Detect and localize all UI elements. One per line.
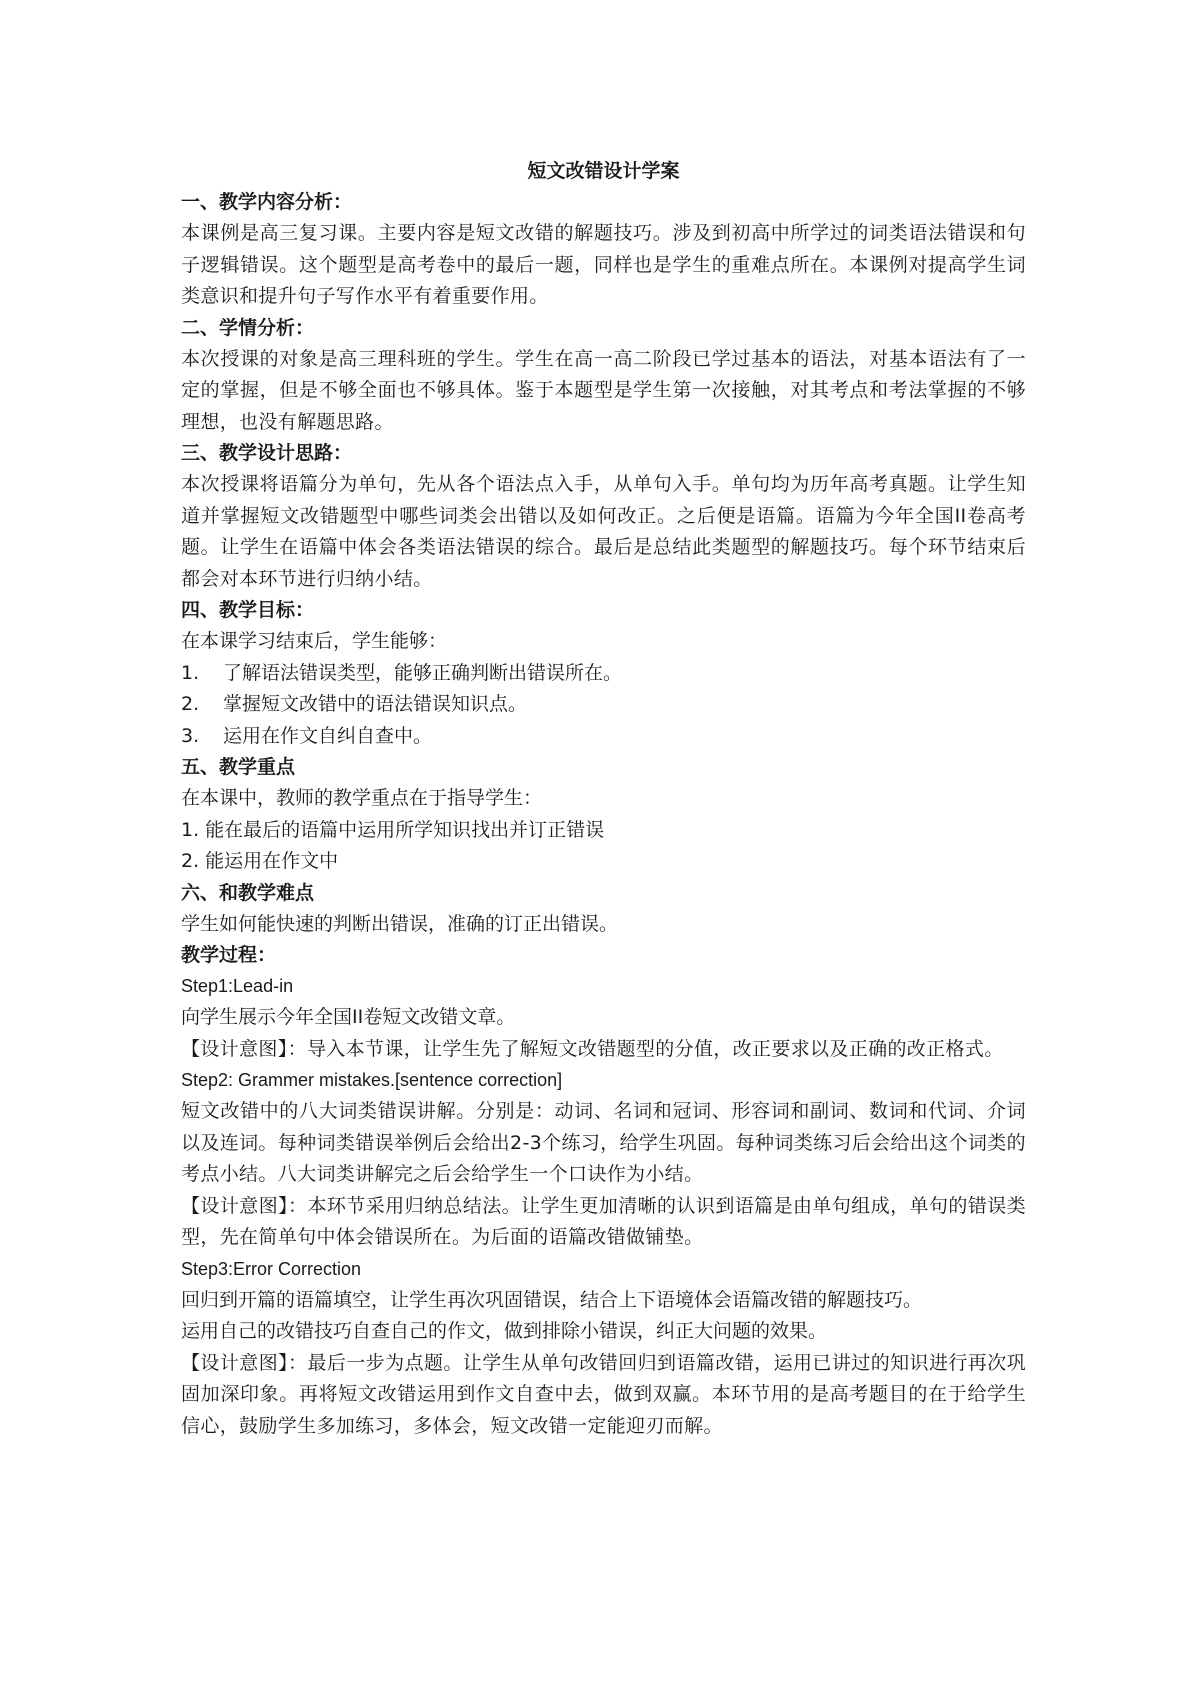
section-body-content-analysis: 本课例是高三复习课。主要内容是短文改错的解题技巧。涉及到初高中所学过的词类语法错误和句子逻辑错误。这个题型是高考卷中的最后一题，同样也是学生的重难点所在。本课例对提高学生词类意识和提升句子写作水平有着重要作用。 [181,222,1026,307]
document-title: 短文改错设计学案 [527,160,680,182]
step-content: 向学生展示今年全国II卷短文改错文章。 [181,1006,516,1028]
step-content: 回归到开篇的语篇填空，让学生再次巩固错误，结合上下语境体会语篇改错的解题技巧。 [181,1288,923,1311]
step-label: Step1:Lead-in [181,976,294,996]
key-point-item: 2. 能运用在作文中 [181,850,339,872]
teaching-goals-intro: 在本课学习结束后，学生能够： [181,630,448,652]
key-points-intro: 在本课中，教师的教学重点在于指导学生： [181,787,543,809]
list-text: 了解语法错误类型，能够正确判断出错误所在。 [223,661,623,684]
list-text: 运用在作文自纠自查中。 [223,724,433,747]
key-point-item: 1. 能在最后的语篇中运用所学知识找出并订正错误 [181,818,605,841]
list-text: 掌握短文改错中的语法错误知识点。 [223,693,528,715]
step-content: 运用自己的改错技巧自查自己的作文，做到排除小错误，纠正大问题的效果。 [181,1320,828,1342]
step-label: Step3:Error Correction [181,1258,362,1279]
section-heading-difficulties: 六、和教学难点 [181,881,315,904]
step-content: 短文改错中的八大词类错误讲解。分别是：动词、名词和冠词、形容词和副词、数词和代词、介词以及连词。每种词类错误举例后会给出2-3个练习，给学生巩固。每种词类练习后会给出这个词类的考点小结。八大词类讲解完之后会给学生一个口诀作为小结。 [181,1100,1026,1185]
section-heading-content-analysis: 一、教学内容分析： [181,191,353,213]
list-number: 1. [181,661,200,684]
list-number: 2. [181,693,200,715]
document-content [181,156,1026,1442]
list-item [181,689,1026,721]
step-design-intent: 【设计意图】：导入本节课，让学生先了解短文改错题型的分值，改正要求以及正确的改正格式。 [181,1037,1004,1060]
step-label: Step2: Grammer mistakes.[sentence correction] [181,1070,563,1090]
list-item [181,721,1026,753]
list-item [181,658,1026,690]
section-body-design-idea: 本次授课将语篇分为单句，先从各个语法点入手，从单句入手。单句均为历年高考真题。让学生知道并掌握短文改错题型中哪些词类会出错以及如何改正。之后便是语篇。语篇为今年全国II卷高考题。让学生在语篇中体会各类语法错误的综合。最后是总结此类题型的解题技巧。每个环节结束后都会对本环节进行归纳小结。 [181,473,1026,590]
section-heading-student-analysis: 二、学情分析： [181,316,315,339]
section-heading-key-points: 五、教学重点 [181,756,296,778]
process-heading: 教学过程： [181,944,277,966]
step-design-intent: 【设计意图】：本环节采用归纳总结法。让学生更加清晰的认识到语篇是由单句组成，单句的错误类型，先在简单句中体会错误所在。为后面的语篇改错做铺垫。 [181,1194,1026,1248]
section-heading-design-idea: 三、教学设计思路： [181,442,353,464]
section-heading-teaching-goals: 四、教学目标： [181,599,315,621]
section-body-student-analysis: 本次授课的对象是高三理科班的学生。学生在高一高二阶段已学过基本的语法，对基本语法有了一定的掌握，但是不够全面也不够具体。鉴于本题型是学生第一次接触，对其考点和考法掌握的不够理想，也没有解题思路。 [181,347,1026,433]
step-design-intent: 【设计意图】：最后一步为点题。让学生从单句改错回归到语篇改错，运用已讲过的知识进行再次巩固加深印象。再将短文改错运用到作文自查中去，做到双赢。本环节用的是高考题目的在于给学生信心，鼓励学生多加练习，多体会，短文改错一定能迎刃而解。 [181,1351,1026,1437]
section-body-difficulties: 学生如何能快速的判断出错误，准确的订正出错误。 [181,912,619,935]
list-number: 3. [181,724,200,747]
